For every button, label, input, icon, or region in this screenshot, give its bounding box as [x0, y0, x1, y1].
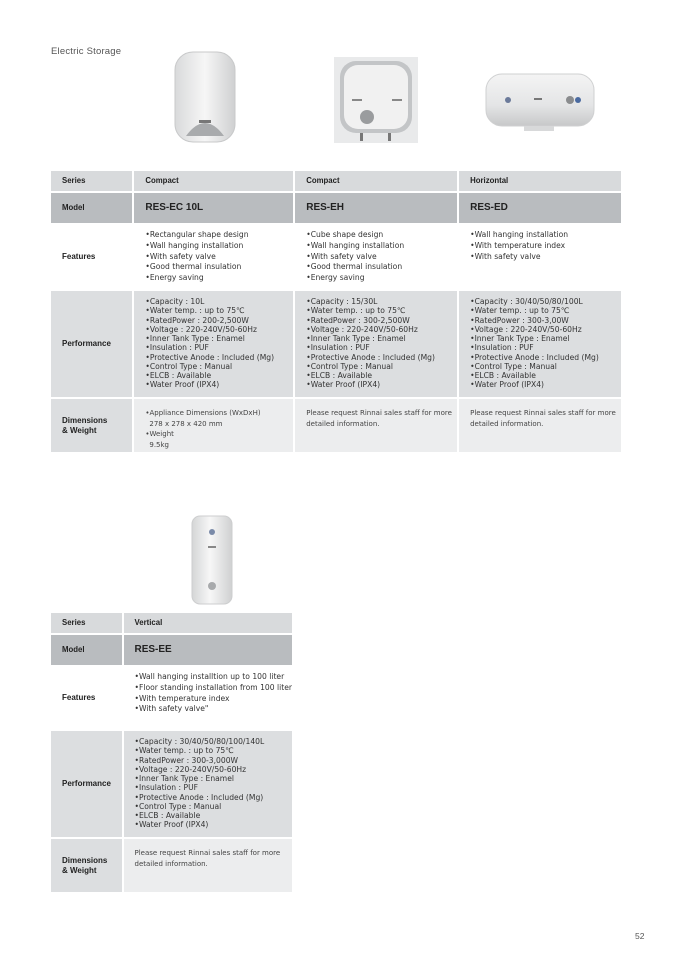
model-label: Model	[51, 193, 132, 223]
section-title: Electric Storage	[51, 46, 122, 57]
performance-row	[51, 291, 621, 397]
model-label: Model	[51, 635, 122, 665]
features-label: Features	[51, 667, 122, 729]
dimensions-label: Dimensions & Weight	[51, 399, 132, 452]
dimensions-cell: Please request Rinnai sales staff for more detailed information.	[295, 399, 457, 452]
series-cell: Vertical	[124, 613, 293, 633]
series-label: Series	[51, 613, 122, 633]
dimensions-cell: Please request Rinnai sales staff for more detailed information.	[124, 839, 293, 892]
res-eh-heater-image	[334, 57, 418, 143]
res-ed-heater-image	[484, 70, 596, 132]
performance-row	[51, 731, 292, 837]
performance-cell: •Capacity : 15/30L •Water temp. : up to 75℃ •RatedPower : 300-2,500W •Voltage : 220-240V/50-60Hz •Inner Tank Type : Enamel •Insulation : PUF •Protective Anode : Included (Mg) •Control Type : Manual •ELCB : Available •Water Proof (IPX4)	[295, 291, 457, 397]
dimensions-cell: •Appliance Dimensions (WxDxH) 278 x 278 x 420 mm •Weight 9.5kg	[134, 399, 293, 452]
features-cell: •Rectangular shape design •Wall hanging installation •With safety valve •Good thermal insulation •Energy saving	[134, 225, 293, 289]
page-number: 52	[635, 931, 645, 941]
dimensions-row	[51, 839, 292, 892]
model-row	[51, 635, 292, 665]
features-cell: •Wall hanging installation •With temperature index •With safety valve	[459, 225, 621, 289]
series-cell: Compact	[134, 171, 293, 191]
dimensions-row	[51, 399, 621, 452]
dimensions-label: Dimensions & Weight	[51, 839, 122, 892]
model-row	[51, 193, 621, 223]
performance-cell: •Capacity : 30/40/50/80/100/140L •Water temp. : up to 75℃ •RatedPower : 300-3,000W •Voltage : 220-240V/50-60Hz •Inner Tank Type : Enamel •Insulation : PUF •Protective Anode : Included (Mg) •Control Type : Manual •ELCB : Available •Water Proof (IPX4)	[124, 731, 293, 837]
features-cell: •Cube shape design •Wall hanging installation •With safety valve •Good thermal insulation •Energy saving	[295, 225, 457, 289]
model-cell: RES-EE	[124, 635, 293, 665]
series-row	[51, 613, 292, 633]
performance-cell: •Capacity : 30/40/50/80/100L •Water temp. : up to 75℃ •RatedPower : 300-3,00W •Voltage : 220-240V/50-60Hz •Inner Tank Type : Enamel •Insulation : PUF •Protective Anode : Included (Mg) •Control Type : Manual •ELCB : Available •Water Proof (IPX4)	[459, 291, 621, 397]
performance-label: Performance	[51, 731, 122, 837]
series-row	[51, 171, 621, 191]
model-cell: RES-ED	[459, 193, 621, 223]
performance-cell: •Capacity : 10L •Water temp. : up to 75℃ •RatedPower : 200-2,500W •Voltage : 220-240V/50-60Hz •Inner Tank Type : Enamel •Insulation : PUF •Protective Anode : Included (Mg) •Control Type : Manual •ELCB : Available •Water Proof (IPX4)	[134, 291, 293, 397]
performance-label: Performance	[51, 291, 132, 397]
features-row	[51, 667, 292, 729]
series-label: Series	[51, 171, 132, 191]
series-cell: Horizontal	[459, 171, 621, 191]
model-cell: RES-EH	[295, 193, 457, 223]
spec-table-top	[49, 169, 623, 454]
res-ee-heater-image	[190, 514, 234, 606]
res-ec-heater-image	[172, 50, 238, 146]
features-label: Features	[51, 225, 132, 289]
spec-table-bottom	[49, 611, 294, 894]
dimensions-cell: Please request Rinnai sales staff for more detailed information.	[459, 399, 621, 452]
model-cell: RES-EC 10L	[134, 193, 293, 223]
series-cell: Compact	[295, 171, 457, 191]
features-row	[51, 225, 621, 289]
features-cell: •Wall hanging installtion up to 100 liter •Floor standing installation from 100 liter •With temperature index •With safety valve"	[124, 667, 293, 729]
